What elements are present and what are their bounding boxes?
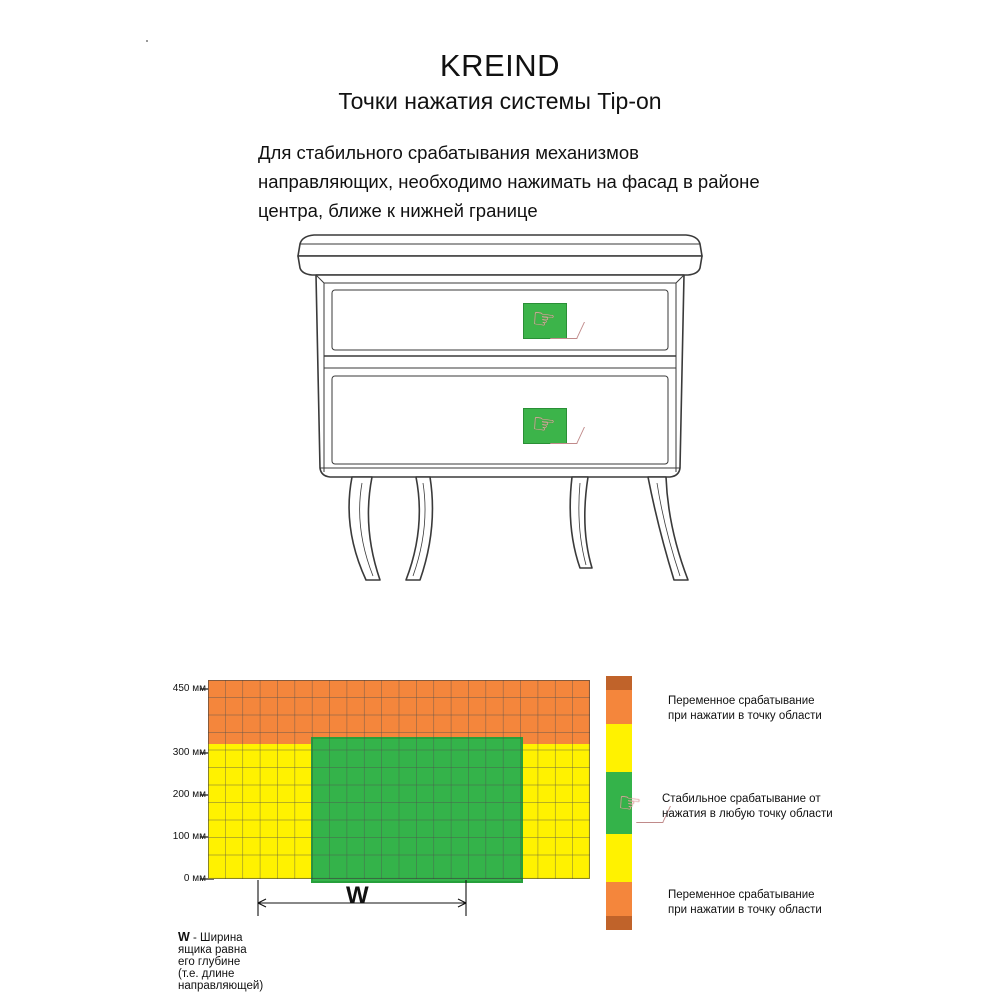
legend-item-bottom [668, 888, 822, 918]
legend-seg-dark-orange-bottom [606, 916, 632, 930]
stray-dot [146, 40, 148, 42]
width-footnote-symbol: W [178, 930, 190, 944]
page-title: KREIND [439, 48, 561, 83]
legend-item-stable [662, 792, 833, 822]
legend-bottom-line1: Переменное срабатывание [668, 889, 815, 901]
hand-pointer-icon: ☞ [530, 407, 558, 441]
page-subtitle: Точки нажатия системы Tip-on [338, 88, 662, 114]
ytick-300: 300 мм [172, 747, 206, 758]
legend-top-line2: при нажатии в точку области [668, 710, 822, 722]
ytick-200: 200 мм [172, 789, 206, 800]
width-footnote-text: - Ширина ящика равна его глубине (т.е. длине направляющей) [178, 932, 264, 992]
nightstand-illustration [280, 228, 720, 618]
legend-item-top [668, 694, 822, 724]
press-point-upper-drawer[interactable] [523, 303, 567, 339]
hand-pointer-icon: ☞ [616, 786, 644, 820]
ytick-0: 0 мм [183, 873, 206, 884]
legend-bottom-line2: при нажатии в точку области [668, 904, 822, 916]
legend-top-line1: Переменное срабатывание [668, 695, 815, 707]
intro-text: Для стабильного срабатывания механизмов направляющих, необходимо нажимать на фасад в районе центра, ближе к нижней границе [258, 142, 760, 221]
legend-seg-yellow-top [606, 724, 632, 772]
width-footnote [178, 930, 263, 992]
ytick-100: 100 мм [172, 831, 206, 842]
legend-seg-orange-bottom [606, 882, 632, 916]
heatmap-grid [208, 680, 590, 879]
legend-mid-line1: Стабильное срабатывание от [662, 793, 821, 805]
grid-lines [208, 680, 590, 879]
legend-press-marker [610, 788, 652, 822]
press-point-lower-drawer[interactable] [523, 408, 567, 444]
legend-seg-orange-top [606, 690, 632, 724]
hand-pointer-icon: ☞ [530, 302, 558, 336]
legend-seg-yellow-bottom [606, 834, 632, 882]
legend-mid-line2: нажатия в любую точку области [662, 808, 833, 820]
ytick-450: 450 мм [172, 683, 206, 694]
legend-seg-dark-orange-top [606, 676, 632, 690]
width-label: W [346, 882, 369, 909]
width-dimension [253, 880, 513, 920]
